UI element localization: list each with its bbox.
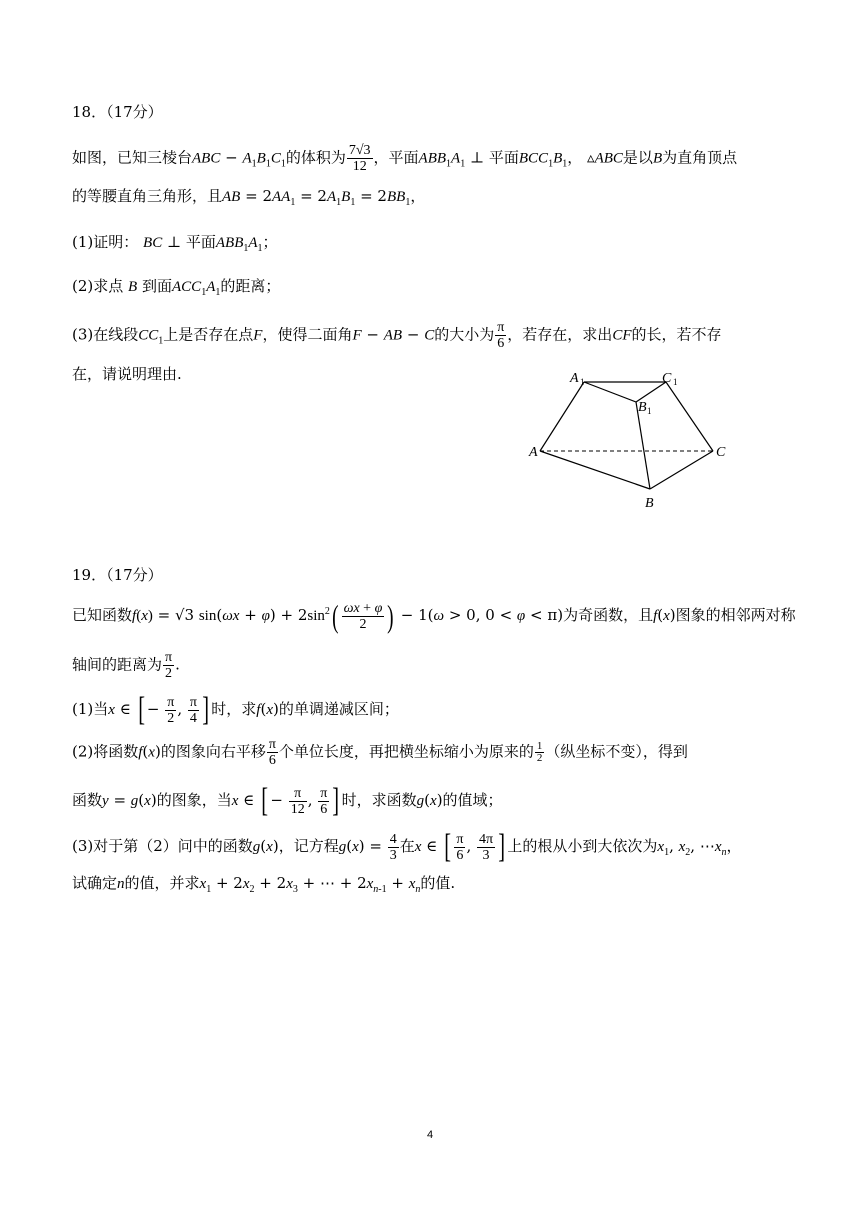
q19-intro-line2: 轴间的距离为 $\frac{\pi}{2}$ . (72, 650, 180, 681)
frustum-figure (526, 370, 736, 520)
range-start-fraction: $\frac{\pi}{12}$ (290, 785, 305, 817)
shift-fraction: $\frac{\pi}{6}$ (268, 737, 276, 768)
label-b1: B (638, 400, 647, 415)
edge-c-c1 (666, 382, 713, 451)
label-a: A (529, 445, 538, 460)
label-a1-sub: 1 (580, 377, 585, 387)
angle-fraction: $\frac{\pi}{6}$ (497, 320, 505, 351)
q18-header: 18．（17分） (72, 103, 163, 121)
label-c1: C (662, 371, 672, 386)
q19-part1: (1)当x ∈ [ − $\frac{\pi}{2}$ , $\frac{\pi}{4}$ ] 时，求f(x)的单调递减区间； (72, 691, 399, 728)
q19-intro-line1: 已知函数f(x) = √3 $\sin(\omega x + \varphi) + 2\sin^2$( $\frac{\omega x + \varphi}{2}$ ) − 1(ω > 0, 0 < φ < π)为奇函数，且f(x)图象的相邻两对称 (72, 598, 796, 634)
q18-part3-line2: 在，请说明理由. (72, 365, 182, 383)
label-c: C (716, 445, 726, 460)
edge-a1-b1 (584, 382, 636, 402)
label-a1: A (570, 371, 579, 386)
distance-fraction: $\frac{\pi}{2}$ (165, 650, 173, 681)
root-interval-start: $\frac{\pi}{6}$ (456, 831, 464, 863)
q18-intro-line1: 如图，已知三棱台ABC − $A_1B_1C_1$的体积为 $\frac{7√3}{12}$ ，平面$ABB_1A_1$ ⊥ 平面$BCC_1B_1$， ▵ABC是以B为直角顶点 (72, 143, 738, 174)
q18-part3-line1: (3)在线段$CC_1$上是否存在点F，使得二面角F − AB − C的大小为 $\frac{\pi}{6}$ ，若存在，求出CF的长，若不存 (72, 320, 722, 351)
q19-part3-line2: 试确定n的值，并求$x_1 + 2x_2 + 2x_3$ + ⋯ + $2x_{n-1} + x_n$的值. (72, 874, 456, 895)
edge-b-c (650, 451, 713, 489)
equation-fraction: $\frac{4}{3}$ (389, 831, 397, 863)
root-interval-end: $\frac{4\pi}{3}$ (478, 831, 494, 863)
q19-part2-line2: 函数y = g(x)的图象，当x ∈ [ − $\frac{\pi}{12}$ , $\frac{\pi}{6}$ ] 时，求函数g(x)的值域； (72, 782, 503, 819)
edge-a-a1 (540, 382, 584, 451)
interval-start-fraction: $\frac{\pi}{2}$ (167, 694, 175, 726)
q18-intro-line2: 的等腰直角三角形，且AB = $2AA_1 = 2A_1B_1 = 2BB_1$， (72, 187, 426, 208)
half-angle-fraction: $\frac{\omega x + \varphi}{2}$ (343, 600, 383, 632)
edge-a-b (540, 451, 650, 489)
page-number: 4 (426, 1129, 434, 1141)
q18-part1: (1)证明： BC ⊥ 平面$ABB_1A_1$； (72, 233, 278, 254)
q19-header: 19．（17分） (72, 566, 163, 584)
scale-fraction: $\frac{1}{2}$ (536, 740, 543, 764)
q19-part2-line1: (2)将函数f(x)的图象向右平移 $\frac{\pi}{6}$ 个单位长度，再把横坐标缩小为原来的 $\frac{1}{2}$ （纵坐标不变），得到 (72, 737, 688, 768)
label-b: B (645, 496, 654, 511)
volume-fraction: $\frac{7√3}{12}$ (348, 143, 371, 174)
range-end-fraction: $\frac{\pi}{6}$ (320, 785, 328, 817)
interval-end-fraction: $\frac{\pi}{4}$ (189, 694, 197, 726)
q18-part2: (2)求点 B 到面$ACC_1A_1$的距离； (72, 277, 281, 298)
label-c1-sub: 1 (673, 377, 678, 387)
label-b1-sub: 1 (647, 406, 652, 416)
q19-part3-line1: (3)对于第（2）问中的函数g(x)，记方程g(x) = $\frac{4}{3}$ 在x ∈ [ $\frac{\pi}{6}$ , $\frac{4\pi}{3}$ ] 上的根从小到大依次为$x_1$, $x_2$, $\cdots x_n$， (72, 828, 742, 865)
